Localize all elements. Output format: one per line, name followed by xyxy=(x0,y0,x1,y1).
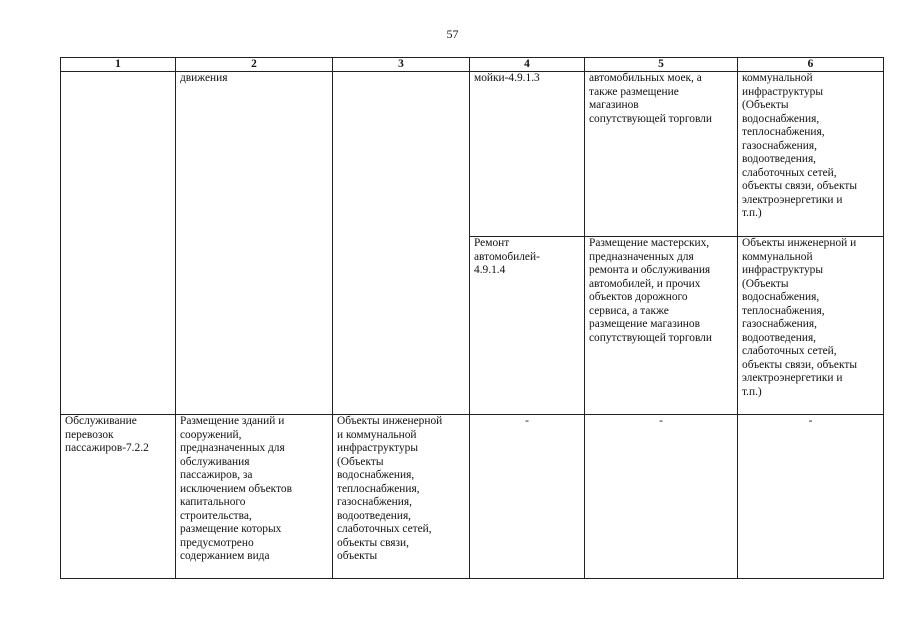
cell-r2-c5: Размещение мастерских, предназначенных для ремонта и обслуживания автомобилей, и прочих объектов дорожного сервиса, а также размещение магазинов сопутствующей торговли xyxy=(585,237,738,415)
cell-r3-c6: - xyxy=(738,415,884,579)
cell-r3-c1: Обслуживание перевозок пассажиров-7.2.2 xyxy=(61,415,176,579)
cell-r2-c6: Объекты инженерной и коммунальной инфраструктуры (Объекты водоснабжения, теплоснабжения, газоснабжения, водоотведения, слаботочных сетей, объекты связи, объекты электроэнергетики и т.п.) xyxy=(738,237,884,415)
cell-r1-c1 xyxy=(61,72,176,415)
cell-r3-c3: Объекты инженерной и коммунальной инфраструктуры (Объекты водоснабжения, теплоснабжения, газоснабжения, водоотведения, слаботочных сетей, объекты связи, объекты xyxy=(333,415,470,579)
column-header-3: 3 xyxy=(333,58,470,72)
column-header-1: 1 xyxy=(61,58,176,72)
cell-r3-c5: - xyxy=(585,415,738,579)
cell-r3-c4: - xyxy=(470,415,585,579)
column-header-4: 4 xyxy=(470,58,585,72)
column-header-5: 5 xyxy=(585,58,738,72)
table-row xyxy=(61,415,884,579)
column-header-6: 6 xyxy=(738,58,884,72)
page-number: 57 xyxy=(446,27,459,41)
table-header-row xyxy=(61,58,884,72)
cell-r1-c2: движения xyxy=(176,72,333,415)
column-header-2: 2 xyxy=(176,58,333,72)
land-use-table xyxy=(60,57,884,579)
cell-r1-c3 xyxy=(333,72,470,415)
cell-r2-c4: Ремонт автомобилей- 4.9.1.4 xyxy=(470,237,585,415)
cell-r1-c4: мойки-4.9.1.3 xyxy=(470,72,585,237)
table-row xyxy=(61,72,884,237)
cell-r3-c2: Размещение зданий и сооружений, предназначенных для обслуживания пассажиров, за исключением объектов капитального строительства, размещение которых предусмотрено содержанием вида xyxy=(176,415,333,579)
cell-r1-c6: коммунальной инфраструктуры (Объекты водоснабжения, теплоснабжения, газоснабжения, водоотведения, слаботочных сетей, объекты связи, объекты электроэнергетики и т.п.) xyxy=(738,72,884,237)
cell-r1-c5: автомобильных моек, а также размещение магазинов сопутствующей торговли xyxy=(585,72,738,237)
